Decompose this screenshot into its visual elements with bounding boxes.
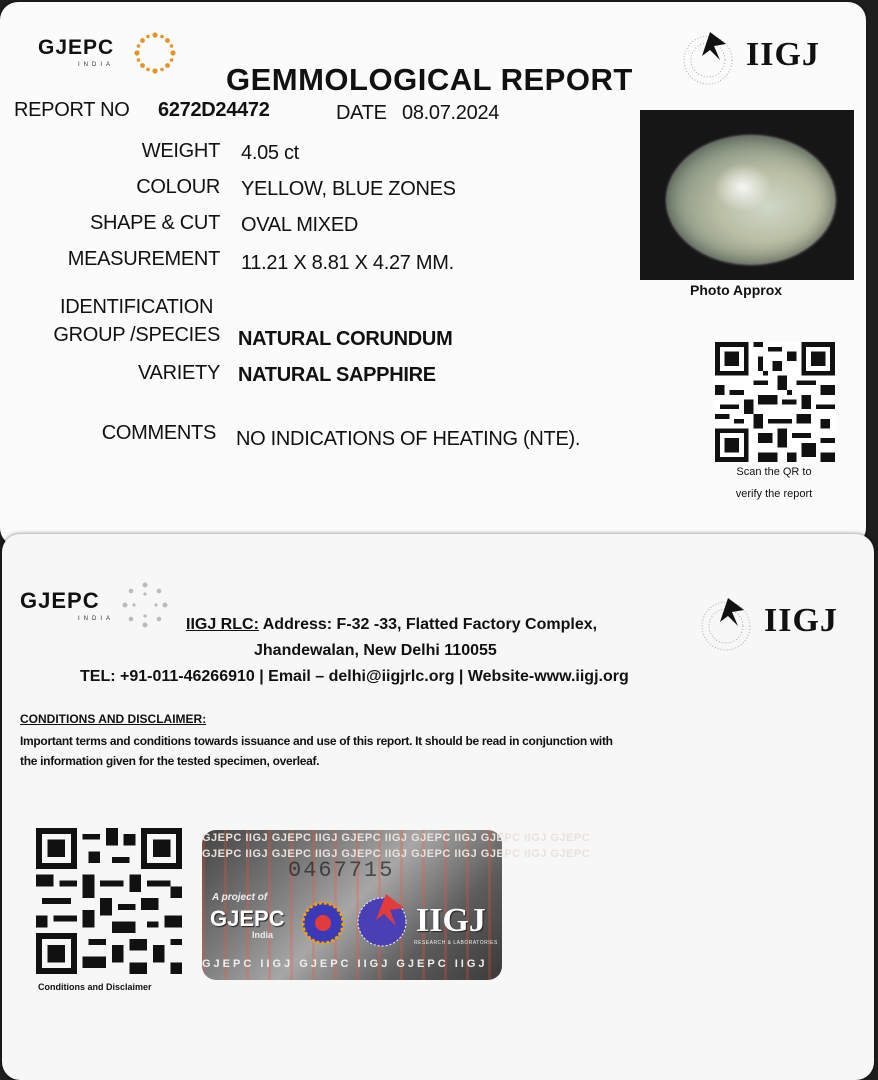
colour-label: COLOUR	[136, 176, 220, 198]
shape-cut-value: OVAL MIXED	[241, 214, 359, 236]
photo-caption: Photo Approx	[690, 282, 783, 298]
hologram-star-icon	[352, 890, 412, 950]
conditions-qr-icon	[36, 828, 182, 974]
gjepc-logo	[38, 36, 115, 68]
report-front-card	[0, 2, 866, 546]
gjepc-logo-text: GJEPC	[38, 36, 115, 59]
iigj-logo	[680, 26, 840, 86]
back-gjepc-logo-text: GJEPC	[20, 588, 100, 613]
back-gjepc-india-text: INDIA	[78, 616, 115, 622]
qr-code-icon	[714, 342, 836, 462]
hologram-pattern-row-2: GJEPC IIGJ GJEPC IIGJ GJEPC IIGJ GJEPC IIGJ GJEPC IIGJ GJEPC	[202, 848, 591, 860]
gjepc-india-text: INDIA	[78, 62, 115, 68]
back-iigj-star-icon	[698, 594, 758, 654]
verify-qr-code[interactable]	[714, 342, 836, 462]
iigj-logo-text: IIGJ	[746, 36, 820, 73]
hologram-bottom-row: GJEPC IIGJ GJEPC IIGJ GJEPC IIGJ	[202, 958, 488, 970]
address-block	[186, 616, 597, 634]
hologram-serial: 0467715	[288, 858, 395, 883]
report-no-value: 6272D24472	[158, 99, 270, 121]
report-no-label: REPORT NO	[14, 99, 130, 121]
shape-cut-label: SHAPE & CUT	[89, 212, 220, 234]
identification-label: IDENTIFICATION	[60, 296, 214, 318]
qr-caption-line2: verify the report	[735, 488, 813, 500]
variety-label: VARIETY	[138, 362, 220, 384]
report-back-card	[2, 534, 874, 1080]
variety-value: NATURAL SAPPHIRE	[238, 364, 436, 386]
address-line2: Jhandewalan, New Delhi 110055	[254, 642, 497, 659]
weight-label: WEIGHT	[141, 140, 220, 162]
weight-value: 4.05 ct	[241, 142, 299, 164]
hologram-project-of: A project of	[212, 892, 268, 903]
date-label: DATE	[336, 102, 387, 124]
contact-line: TEL: +91-011-46266910 | Email – delhi@iigjrlc.org | Website-www.iigj.org	[80, 668, 629, 685]
security-hologram	[202, 830, 591, 980]
conditions-qr-caption: Conditions and Disclaimer	[38, 982, 152, 992]
group-species-label: GROUP /SPECIES	[53, 324, 220, 346]
back-gjepc-logo	[20, 588, 115, 622]
comments-value: NO INDICATIONS OF HEATING (NTE).	[236, 428, 581, 450]
qr-caption-line1: Scan the QR to	[736, 466, 812, 478]
measurement-label: MEASUREMENT	[67, 248, 220, 270]
iigj-star-icon	[680, 30, 740, 86]
hologram-seal-icon	[300, 900, 346, 946]
conditions-qr-code[interactable]	[36, 828, 182, 974]
conditions-line2: the information given for the tested specimen, overleaf.	[20, 754, 320, 768]
conditions-line1: Important terms and conditions towards issuance and use of this report. It should be read in conjunction with	[20, 734, 613, 748]
gjepc-sun-icon	[132, 30, 178, 76]
gem-photo	[640, 110, 854, 280]
address-line1: Address: F-32 -33, Flatted Factory Complex,	[262, 616, 598, 633]
group-species-value: NATURAL CORUNDUM	[238, 328, 453, 350]
comments-label: COMMENTS	[101, 422, 216, 444]
hologram-india: India	[252, 930, 274, 940]
date-value: 08.07.2024	[402, 102, 500, 124]
hologram-iigj: IIGJ	[416, 902, 486, 939]
back-iigj-logo-text: IIGJ	[764, 602, 838, 639]
colour-value: YELLOW, BLUE ZONES	[241, 178, 456, 200]
gem-image	[667, 136, 835, 264]
back-iigj-logo	[698, 594, 858, 658]
hologram-gjepc: GJEPC	[210, 906, 285, 931]
measurement-value: 11.21 X 8.81 X 4.27 MM.	[241, 252, 454, 274]
hologram-pattern-row-1: GJEPC IIGJ GJEPC IIGJ GJEPC IIGJ GJEPC IIGJ GJEPC IIGJ GJEPC	[202, 832, 591, 844]
address-label: IIGJ RLC:	[186, 616, 259, 633]
report-title: GEMMOLOGICAL REPORT	[226, 62, 633, 97]
conditions-title: CONDITIONS AND DISCLAIMER:	[20, 712, 207, 726]
back-gjepc-sun-icon	[120, 580, 170, 630]
hologram-iigj-sub: RESEARCH & LABORATORIES	[414, 940, 498, 946]
